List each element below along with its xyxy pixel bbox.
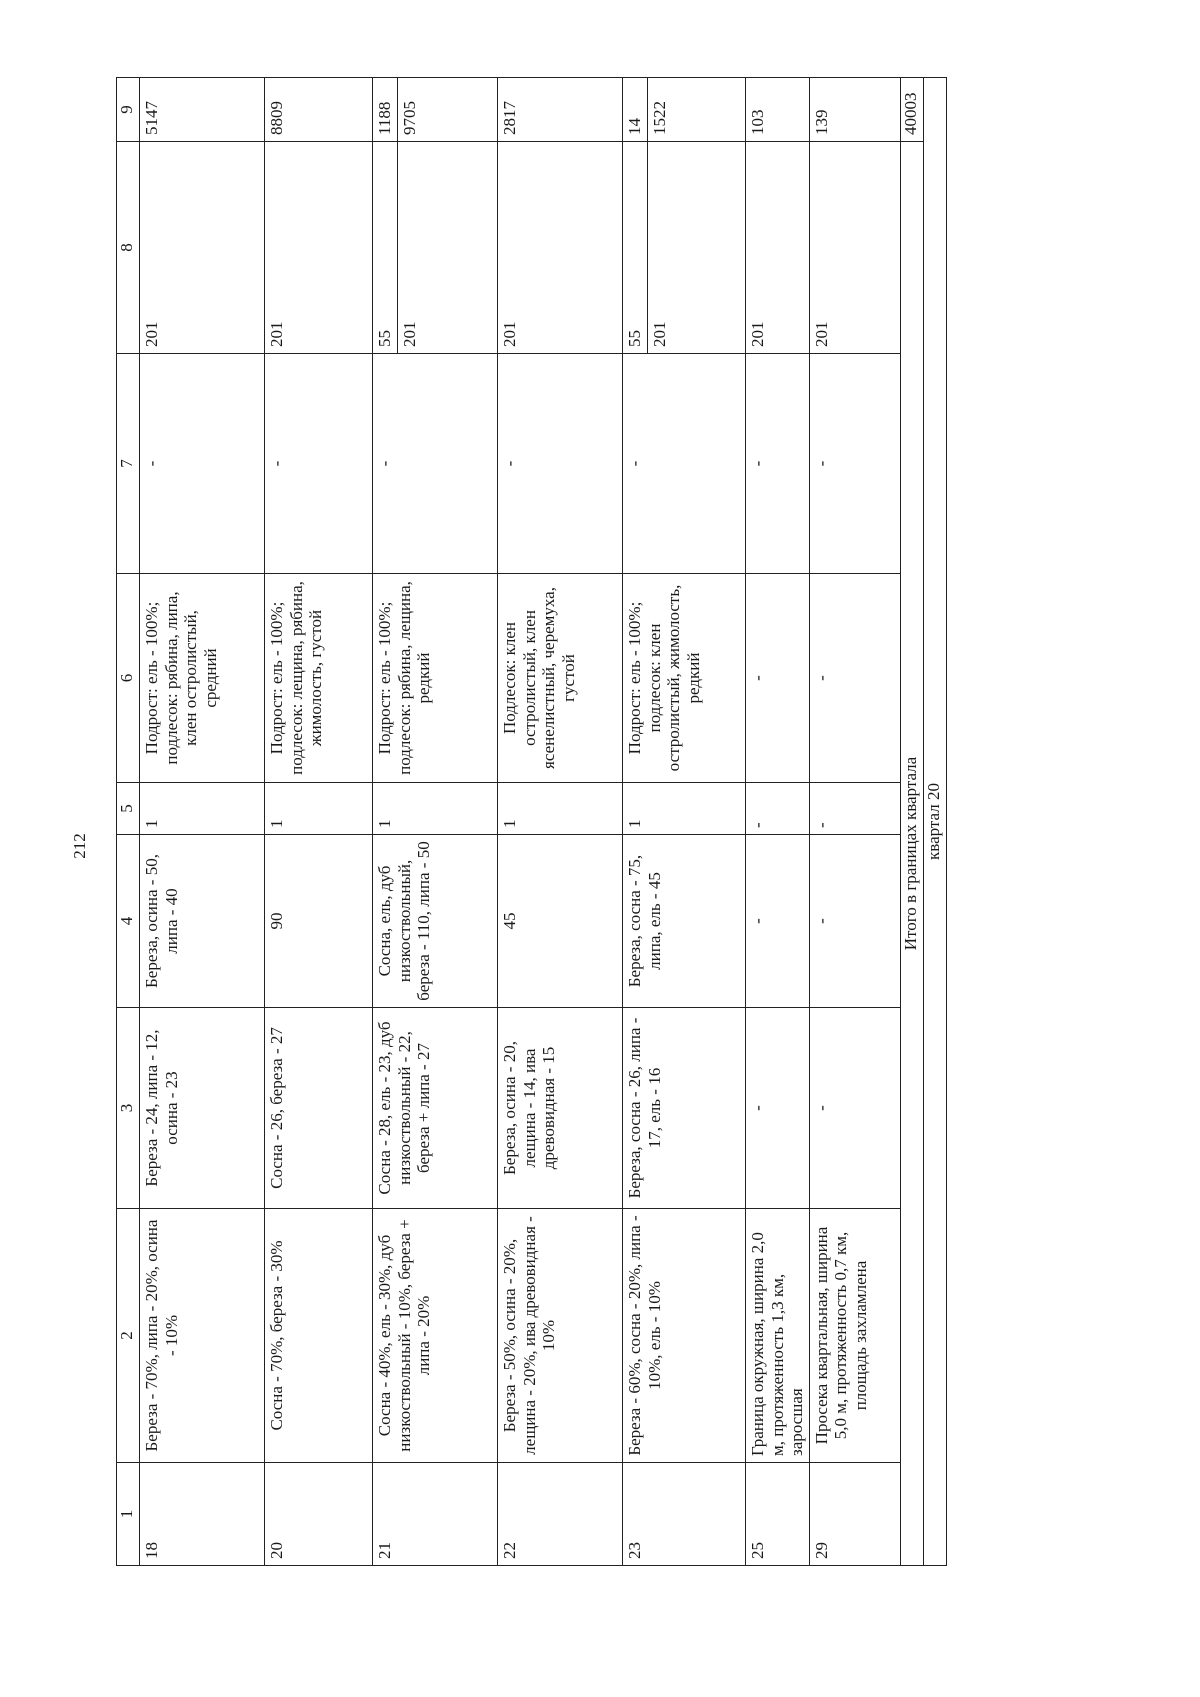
quarter-row — [923, 78, 946, 1566]
area-cell — [373, 78, 498, 142]
area-value: 103 — [748, 109, 767, 135]
code-value: 201 — [267, 321, 286, 347]
total-value: 40003 — [900, 78, 923, 142]
composition-cell: Береза - 60%, сосна - 20%, липа - 10%, ель - 10% — [623, 1209, 746, 1463]
area-value: 8809 — [267, 101, 286, 135]
area-cell — [809, 78, 900, 142]
composition-cell: Граница окружная, ширина 2,0 м, протяженность 1,3 км, заросшая — [746, 1209, 810, 1463]
class-cell: 1 — [498, 783, 623, 835]
undergrowth-cell: - — [809, 574, 900, 783]
class-cell: 1 — [623, 783, 746, 835]
header-cell: 8 — [117, 142, 140, 354]
composition-cell: Береза - 70%, липа - 20%, осина - 10% — [140, 1209, 265, 1463]
plot-number: 22 — [498, 1463, 623, 1566]
code-value: 201 — [500, 321, 519, 347]
code-cell — [623, 142, 746, 354]
area-cell — [623, 78, 746, 142]
undergrowth-cell: Подлесок: клен остролистый, клен ясенелистный, черемуха, густой — [498, 574, 623, 783]
col7-cell: - — [623, 354, 746, 574]
col7-cell: - — [498, 354, 623, 574]
area-value: 14 — [625, 78, 648, 141]
col7-cell: - — [265, 354, 373, 574]
area-cell — [498, 78, 623, 142]
stock-cell: - — [809, 835, 900, 1008]
code-cell — [140, 142, 265, 354]
header-row — [117, 78, 140, 1566]
header-cell: 9 — [117, 78, 140, 142]
class-cell: 1 — [265, 783, 373, 835]
composition-cell: Береза - 50%, осина - 20%, лещина - 20%, ива древовидная - 10% — [498, 1209, 623, 1463]
age-cell: - — [746, 1008, 810, 1209]
table-row — [373, 78, 498, 1566]
area-cell — [140, 78, 265, 142]
header-cell: 1 — [117, 1463, 140, 1566]
plot-number: 25 — [746, 1463, 810, 1566]
area-value: 139 — [811, 109, 831, 135]
age-cell: - — [809, 1008, 900, 1209]
age-cell: Береза, осина - 20, лещина - 14, ива древовидная - 15 — [498, 1008, 623, 1209]
table-row — [498, 78, 623, 1566]
header-cell: 6 — [117, 574, 140, 783]
table-row — [140, 78, 265, 1566]
header-cell: 7 — [117, 354, 140, 574]
forest-inventory-table — [116, 77, 947, 1566]
code-cell — [265, 142, 373, 354]
header-cell: 3 — [117, 1008, 140, 1209]
stock-cell: Береза, сосна - 75, липа, ель - 45 — [623, 835, 746, 1008]
code-value: 55 — [625, 142, 648, 353]
stock-cell: Сосна, ель, дуб низкоствольный, береза - 110, липа - 50 — [373, 835, 498, 1008]
table-row — [265, 78, 373, 1566]
total-row — [900, 78, 923, 1566]
composition-cell: Сосна - 70%, береза - 30% — [265, 1209, 373, 1463]
code-cell — [746, 142, 810, 354]
code-cell — [809, 142, 900, 354]
stock-cell: 90 — [265, 835, 373, 1008]
composition-cell: Просека квартальная, ширина 5,0 м, протяженность 0,7 км, площадь захламлена — [809, 1209, 900, 1463]
code-value: 201 — [399, 321, 419, 347]
header-cell: 5 — [117, 783, 140, 835]
age-cell: Сосна - 26, береза - 27 — [265, 1008, 373, 1209]
header-cell: 2 — [117, 1209, 140, 1463]
area-value: 9705 — [399, 101, 419, 135]
area-value: 2817 — [500, 101, 519, 135]
area-value: 5147 — [142, 101, 161, 135]
class-cell: 1 — [140, 783, 265, 835]
table-row — [746, 78, 810, 1566]
code-value: 201 — [748, 321, 767, 347]
code-value: 201 — [649, 321, 669, 347]
undergrowth-cell: - — [746, 574, 810, 783]
undergrowth-cell: Подрост: ель - 100%; подлесок: клен остролистый, жимолость, редкий — [623, 574, 746, 783]
composition-cell: Сосна - 40%, ель - 30%, дуб низкоствольный - 10%, береза + липа - 20% — [373, 1209, 498, 1463]
plot-number: 18 — [140, 1463, 265, 1566]
code-cell — [373, 142, 498, 354]
plot-number: 29 — [809, 1463, 900, 1566]
code-value: 55 — [375, 142, 398, 353]
stock-cell: - — [746, 835, 810, 1008]
plot-number: 21 — [373, 1463, 498, 1566]
col7-cell: - — [746, 354, 810, 574]
area-value: 1188 — [375, 78, 398, 141]
col7-cell: - — [373, 354, 498, 574]
code-cell — [498, 142, 623, 354]
undergrowth-cell: Подрост: ель - 100%; подлесок: рябина, липа, клен остролистый, средний — [140, 574, 265, 783]
quarter-label: квартал 20 — [923, 78, 946, 1566]
age-cell: Береза - 24, липа - 12, осина - 23 — [140, 1008, 265, 1209]
plot-number: 23 — [623, 1463, 746, 1566]
age-cell: Береза, сосна - 26, липа - 17, ель - 16 — [623, 1008, 746, 1209]
class-cell: 1 — [373, 783, 498, 835]
code-value: 201 — [142, 321, 161, 347]
undergrowth-cell: Подрост: ель - 100%; подлесок: рябина, лещина, редкий — [373, 574, 498, 783]
rotated-table-wrapper — [116, 78, 1036, 1566]
stock-cell: 45 — [498, 835, 623, 1008]
table-row — [809, 78, 900, 1566]
table-row — [623, 78, 746, 1566]
header-cell: 4 — [117, 835, 140, 1008]
area-cell — [746, 78, 810, 142]
age-cell: Сосна - 28, ель - 23, дуб низкоствольный - 22, береза + липа - 27 — [373, 1008, 498, 1209]
undergrowth-cell: Подрост: ель - 100%; подлесок: лещина, рябина, жимолость, густой — [265, 574, 373, 783]
stock-cell: Береза, осина - 50, липа - 40 — [140, 835, 265, 1008]
plot-number: 20 — [265, 1463, 373, 1566]
class-cell: - — [746, 783, 810, 835]
total-label: Итого в границах квартала — [900, 142, 923, 1566]
class-cell: - — [809, 783, 900, 835]
area-cell — [265, 78, 373, 142]
page-number: 212 — [70, 833, 89, 859]
area-value: 1522 — [649, 101, 669, 135]
col7-cell: - — [809, 354, 900, 574]
code-value: 201 — [811, 321, 831, 347]
col7-cell: - — [140, 354, 265, 574]
